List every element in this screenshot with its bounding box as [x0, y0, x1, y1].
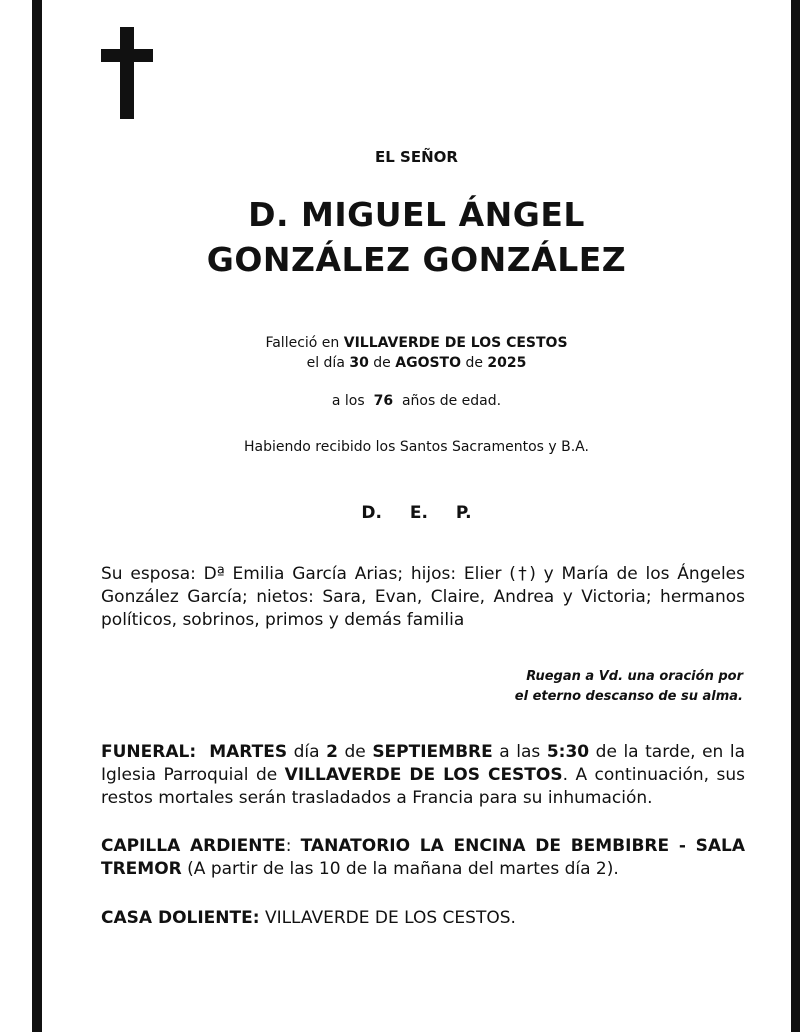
age-line [42, 393, 791, 409]
family-paragraph: Su esposa: Dª Emilia García Arias; hijos: Elier (†) y María de los Ángeles González García; nietos: Sara, Evan, Claire, Andrea y Victoria; hermanos políticos, sobrinos, primos y demás familia [101, 564, 745, 630]
age-value: 76 [373, 393, 394, 409]
funeral-weekday: MARTES [209, 742, 288, 762]
text-of: de [465, 355, 483, 371]
prayer-line-2: el eterno descanso de su alma. [514, 689, 743, 704]
funeral-text: de [344, 742, 366, 762]
funeral-day: 2 [326, 742, 338, 762]
name-line-1: D. MIGUEL ÁNGEL [248, 195, 585, 234]
funeral-text: de la tarde, en la Iglesia Parroquial de [101, 742, 746, 785]
funeral-month: SEPTIEMBRE [372, 742, 493, 762]
deceased-name [42, 192, 791, 282]
death-year: 2025 [487, 355, 527, 371]
home-paragraph [101, 907, 745, 930]
prayer-request [420, 667, 743, 707]
sacraments-line: Habiendo recibido los Santos Sacramentos y B.A. [244, 439, 589, 455]
death-place: VILLAVERDE DE LOS CESTOS [343, 335, 568, 351]
chapel-note: (A partir de las 10 de la mañana del martes día 2). [187, 859, 619, 879]
funeral-paragraph [101, 741, 745, 810]
death-day: 30 [349, 355, 369, 371]
latin-cross-icon [101, 27, 153, 119]
chapel-label: CAPILLA ARDIENTE [101, 836, 286, 856]
chapel-paragraph [101, 835, 745, 881]
age-suffix: años de edad. [401, 393, 502, 409]
funeral-place: VILLAVERDE DE LOS CESTOS [284, 765, 563, 785]
salutation: EL SEÑOR [375, 148, 458, 166]
death-month: AGOSTO [395, 355, 462, 371]
funeral-text: a las [499, 742, 541, 762]
death-info [42, 333, 791, 373]
chapel-venue: TANATORIO LA ENCINA DE BEMBIBRE - SALA TREMOR [101, 836, 746, 879]
funeral-label: FUNERAL: [101, 742, 197, 762]
rip-initials: D. E. P. [361, 503, 472, 523]
home-value: VILLAVERDE DE LOS CESTOS. [264, 908, 516, 928]
prayer-line-1: Ruegan a Vd. una oración por [526, 669, 743, 684]
left-border [32, 0, 42, 1032]
chapel-sep: : [285, 836, 292, 856]
funeral-text: . A continuación, sus restos mortales serán trasladados a Francia para su inhumación. [101, 765, 746, 808]
day-label: el día [306, 355, 345, 371]
home-label: CASA DOLIENTE: [101, 908, 260, 928]
died-in-label: Falleció en [265, 335, 340, 351]
funeral-time: 5:30 [546, 742, 590, 762]
right-border [791, 0, 800, 1032]
funeral-text: día [293, 742, 320, 762]
age-prefix: a los [331, 393, 365, 409]
name-line-2: GONZÁLEZ GONZÁLEZ [206, 240, 627, 279]
text-of: de [373, 355, 391, 371]
